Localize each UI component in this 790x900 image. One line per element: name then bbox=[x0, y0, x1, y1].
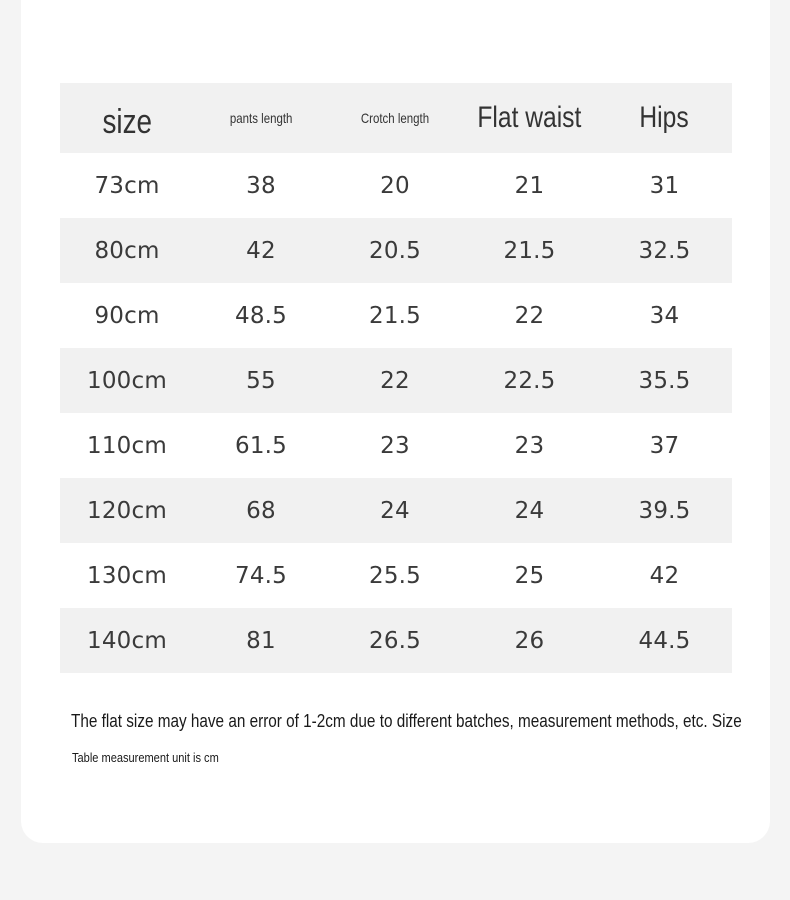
cell-flat-waist: 21 bbox=[514, 172, 545, 199]
cell-size: 100cm bbox=[87, 367, 167, 394]
size-chart-table bbox=[60, 83, 732, 673]
cell-size: 80cm bbox=[94, 237, 160, 264]
cell-flat-waist: 22 bbox=[514, 302, 545, 329]
cell-hips: 35.5 bbox=[638, 367, 691, 394]
table-row bbox=[60, 218, 732, 283]
cell-pants-length: 74.5 bbox=[234, 562, 287, 589]
cell-pants-length: 68 bbox=[246, 497, 276, 524]
cell-crotch-length: 20.5 bbox=[368, 237, 421, 264]
header-pants-length: pants length bbox=[229, 110, 293, 126]
table-row bbox=[60, 413, 732, 478]
cell-pants-length: 38 bbox=[246, 172, 276, 199]
cell-flat-waist: 25 bbox=[514, 562, 545, 589]
table-row bbox=[60, 283, 732, 348]
cell-hips: 31 bbox=[649, 172, 680, 199]
table-row bbox=[60, 348, 732, 413]
cell-hips: 32.5 bbox=[638, 237, 691, 264]
header-hips: Hips bbox=[639, 101, 690, 134]
header-flat-waist: Flat waist bbox=[477, 101, 582, 134]
header-size: size bbox=[102, 102, 152, 141]
cell-pants-length: 42 bbox=[246, 237, 276, 264]
cell-flat-waist: 24 bbox=[514, 497, 545, 524]
cell-size: 140cm bbox=[87, 627, 167, 654]
cell-crotch-length: 22 bbox=[380, 367, 410, 394]
unit-note: Table measurement unit is cm bbox=[72, 750, 219, 765]
cell-flat-waist: 26 bbox=[514, 627, 545, 654]
cell-hips: 37 bbox=[649, 432, 680, 459]
cell-flat-waist: 22.5 bbox=[503, 367, 556, 394]
table-header-row bbox=[60, 83, 732, 153]
cell-hips: 42 bbox=[649, 562, 680, 589]
measurement-note: The flat size may have an error of 1-2cm due to different batches, measurement methods, etc. Size bbox=[71, 711, 742, 731]
cell-crotch-length: 26.5 bbox=[368, 627, 421, 654]
cell-crotch-length: 20 bbox=[380, 172, 410, 199]
cell-crotch-length: 21.5 bbox=[368, 302, 421, 329]
cell-pants-length: 48.5 bbox=[234, 302, 287, 329]
cell-crotch-length: 25.5 bbox=[368, 562, 421, 589]
table-row bbox=[60, 608, 732, 673]
cell-pants-length: 81 bbox=[246, 627, 276, 654]
cell-pants-length: 55 bbox=[246, 367, 276, 394]
cell-hips: 34 bbox=[649, 302, 680, 329]
cell-flat-waist: 23 bbox=[514, 432, 545, 459]
cell-size: 110cm bbox=[87, 432, 167, 459]
cell-size: 130cm bbox=[87, 562, 167, 589]
table-row bbox=[60, 543, 732, 608]
header-crotch-length: Crotch length bbox=[360, 110, 430, 126]
cell-crotch-length: 24 bbox=[380, 497, 410, 524]
table-row bbox=[60, 478, 732, 543]
cell-hips: 39.5 bbox=[638, 497, 691, 524]
cell-crotch-length: 23 bbox=[380, 432, 410, 459]
cell-flat-waist: 21.5 bbox=[503, 237, 556, 264]
cell-pants-length: 61.5 bbox=[234, 432, 287, 459]
table-row bbox=[60, 153, 732, 218]
cell-size: 73cm bbox=[94, 172, 160, 199]
cell-hips: 44.5 bbox=[638, 627, 691, 654]
cell-size: 90cm bbox=[94, 302, 160, 329]
cell-size: 120cm bbox=[87, 497, 167, 524]
